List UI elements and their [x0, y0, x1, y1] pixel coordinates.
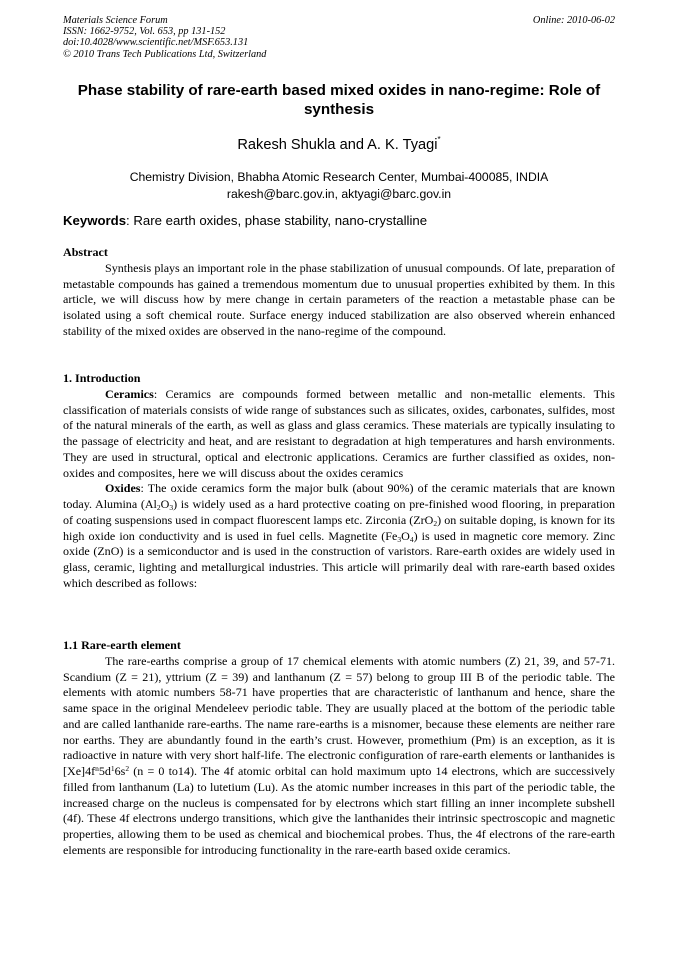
oxides-label: Oxides — [105, 481, 141, 496]
corresponding-author-mark: * — [437, 135, 441, 144]
issn-line: ISSN: 1662-9752, Vol. 653, pp 131-152 — [63, 26, 226, 38]
keywords-text: : Rare earth oxides, phase stability, nano-crystalline — [126, 213, 428, 228]
introduction-section — [63, 371, 615, 592]
online-date: Online: 2010-06-02 — [532, 15, 615, 26]
oxides-text: : The oxide ceramics form the major bulk (about 90%) of the ceramic materials that are known today. Alumina (Al — [63, 481, 615, 511]
author-line — [63, 137, 615, 153]
affiliation-block — [63, 169, 615, 202]
oxides-text: ) on suitable doping, is known for its high oxide ion conductivity and is used in fuel cells. Magnetite (Fe — [63, 512, 615, 543]
rare-earth-heading: 1.1 Rare-earth element — [63, 638, 181, 652]
ceramics-text: : Ceramics are compounds formed between metallic and non-metallic elements. This classification of materials consists of wide range of substances such as silicates, oxides, carbonates, sulfides, most of the natural minerals of the earth, as well as glass and glass ceramics. These materials are typically insulating to the passage of electricity and heat, and are resistant to degradation at high temperatures and harsh environments. They are used in structural, optical and electronic applications. Ceramics are further classified as oxides, non-oxides and composites, here we will discuss about the oxides ceramics — [63, 386, 615, 480]
subscript: 3 — [169, 503, 174, 512]
oxides-text: O — [160, 497, 170, 511]
rare-earth-text: The rare-earths comprise a group of 17 chemical elements with atomic numbers (Z) 21, 39, and 57-71. Scandium (Z = 21), yttrium (Z = 39) and lanthanum (Z = 57) belong to group III B of the periodic table. The elements with atomic numbers 58-71 have properties that are characteristic of lanthanum and hence, share the same space in the original Mendeleev periodic table. They are usually placed at the bottom of the periodic table and are called lanthanide rare-earths. The name rare-earths is a misnomer, because these elements are neither rare nor earths. They are abundantly found in the earth’s crust. However, promethium (Pm) is an exception, as it is radioactive in nature with very short half-life. The electronic configuration of rare-earth elements or lanthanides is [Xe]4f — [63, 653, 615, 778]
abstract-heading: Abstract — [63, 245, 108, 259]
abstract-section — [63, 245, 615, 340]
oxides-text: ) is widely used as a hard protective coating on pre-finished wood flooring, in preparation of coating suspensions used in compact fluorescent lamps etc. Zirconia (ZrO — [63, 497, 615, 527]
introduction-heading: 1. Introduction — [63, 371, 141, 385]
copyright-line: © 2010 Trans Tech Publications Ltd, Switzerland — [63, 48, 267, 60]
rare-earth-section — [63, 638, 615, 859]
ceramics-label: Ceramics — [105, 386, 154, 401]
oxides-text: O — [401, 528, 410, 543]
paper-title: Phase stability of rare-earth based mixed oxides in nano-regime: Role of synthesis — [77, 82, 601, 118]
subscript: 3 — [397, 534, 402, 544]
journal-name: Materials Science Forum — [63, 15, 168, 26]
rare-earth-paragraph — [63, 654, 615, 859]
publication-header — [63, 15, 615, 60]
author-emails: rakesh@barc.gov.in, aktyagi@barc.gov.in — [226, 186, 452, 201]
subscript: 4 — [409, 534, 414, 544]
subscript: 2 — [433, 518, 438, 528]
authors: Rakesh Shukla and A. K. Tyagi — [237, 137, 438, 153]
ceramics-paragraph — [63, 387, 615, 482]
keywords — [63, 213, 615, 228]
oxides-text: ) is used in magnetic core memory. Zinc oxide (ZnO) is a semiconductor and is used in the construction of varistors. Rare-earth oxides are widely used in glass, ceramic, lighting and metallurgical industries. This article will primarily deal with rare-earth based oxides which described as follows: — [63, 528, 615, 590]
rare-earth-text: (n = 0 to14). The 4f atomic orbital can hold maximum upto 14 electrons, which are successively filled from lanthanum (La) to lutetium (Lu). As the atomic number increases in this part of the periodic table, the increased charge on the nucleus is compensated for by electrons which start filling an inner incomplete subshell (4f). These 4f electrons undergo transitions, which give the lanthanides their intrinsic spectroscopic and magnetic properties, allowing them to be used as chemical and biochemical probes. Thus, the 4f electrons of the rare-earth elements are responsible for introducing functionality in the rare-earth based oxide ceramics. — [63, 764, 615, 857]
affiliation: Chemistry Division, Bhabha Atomic Research Center, Mumbai-400085, INDIA — [129, 170, 549, 184]
superscript: 1 — [110, 764, 115, 773]
rare-earth-text: 6s — [114, 764, 126, 778]
superscript: 2 — [125, 764, 130, 773]
keywords-label: Keywords — [63, 213, 127, 228]
oxides-paragraph — [63, 481, 615, 591]
abstract-text: Synthesis plays an important role in the phase stabilization of unusual compounds. Of late, preparation of metastable compounds has gained a tremendous momentum due to unusual properties exhibited by them. In this article, we will discuss how by mere change in certain parameters of the reaction a metastable phase can be isolated using a soft chemical route. Surface energy induced stabilization are also observed wherein enhanced stability of the mixed oxides are observed in the nano-regime of the compound. — [63, 260, 615, 338]
doi-line: doi:10.4028/www.scientific.net/MSF.653.131 — [63, 37, 249, 49]
superscript: n — [95, 764, 99, 773]
rare-earth-text: 5d — [98, 764, 111, 778]
subscript: 2 — [156, 503, 161, 512]
